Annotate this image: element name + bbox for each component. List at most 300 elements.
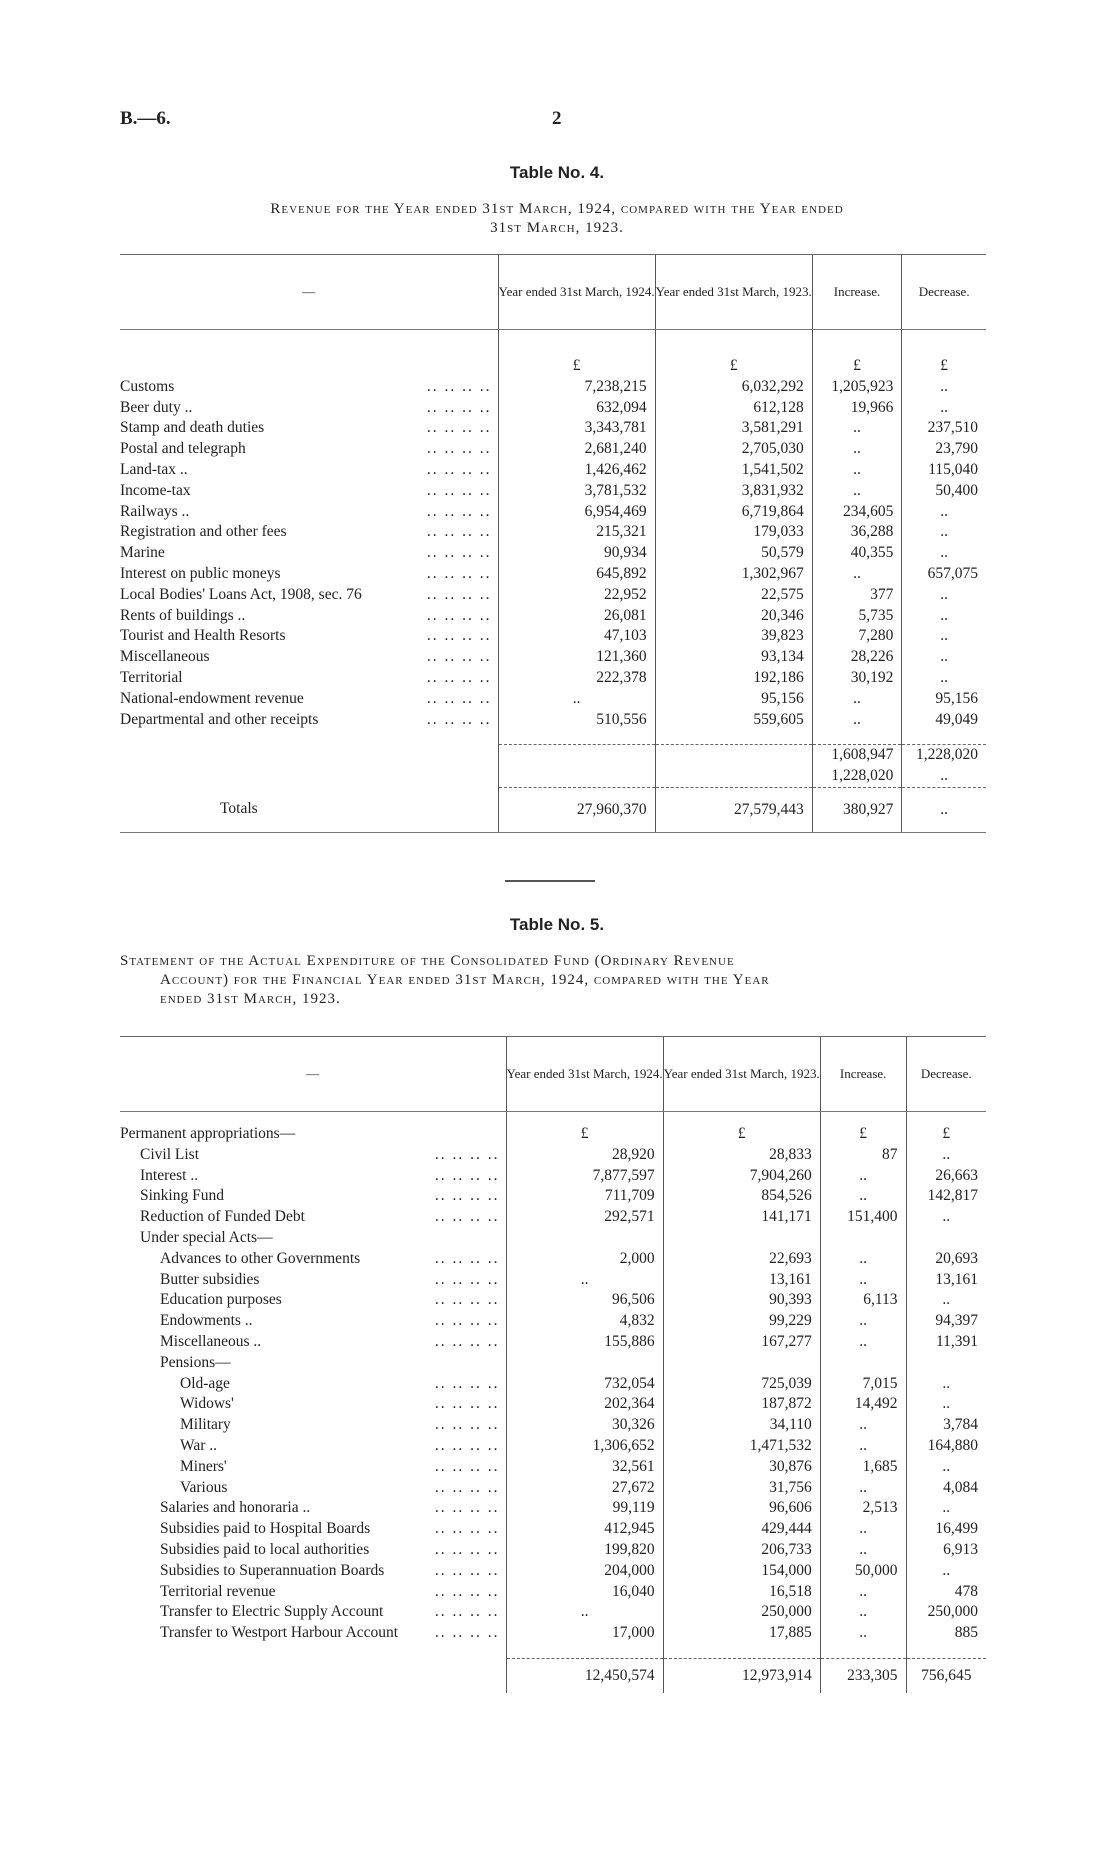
table-row (120, 1561, 986, 1582)
row-label-cell (120, 1249, 506, 1270)
spacer-cell (120, 1644, 506, 1659)
totals-row-cell: Totals (120, 787, 498, 832)
value-y1923: 206,733 (663, 1540, 820, 1561)
value-dec: 115,040 (902, 460, 986, 481)
value-y1923: 39,823 (655, 626, 812, 647)
row-label: Territorial (120, 668, 183, 686)
value-inc: 234,605 (812, 502, 902, 523)
value-dec: 657,075 (902, 564, 986, 585)
leader-dots: .. .. .. .. (434, 1520, 500, 1538)
leader-dots: .. .. .. .. (426, 481, 492, 499)
row-label-cell (120, 1228, 506, 1249)
subtotal-row-cell: 1,228,020 (812, 766, 902, 787)
value-y1924: 47,103 (498, 626, 655, 647)
value-inc: .. (820, 1582, 906, 1603)
row-label: Income-tax (120, 481, 191, 499)
spacer-cell (506, 1644, 663, 1659)
value-dec: 142,817 (906, 1186, 986, 1207)
table-row (120, 1394, 986, 1415)
value-y1923: 167,277 (663, 1332, 820, 1353)
leader-dots: .. .. .. .. (434, 1208, 500, 1226)
table-row (120, 502, 986, 523)
spacer-cell (498, 330, 655, 357)
row-label: Interest .. (140, 1166, 199, 1184)
totals-row-cell: 12,450,574 (506, 1658, 663, 1693)
value-y1924: 16,040 (506, 1582, 663, 1603)
table5-subtitle-line: Account) for the Financial Year ended 31st March, 1924, compared with the Year (160, 972, 770, 988)
value-inc: .. (820, 1602, 906, 1623)
value-y1924: 99,119 (506, 1498, 663, 1519)
value-dec: 250,000 (906, 1602, 986, 1623)
spacer-row (120, 730, 986, 745)
row-label-cell (120, 1540, 506, 1561)
table-row (120, 689, 986, 710)
row-label: Advances to other Governments (160, 1249, 361, 1267)
totals-row-cell: 380,927 (812, 787, 902, 832)
value-y1923: 34,110 (663, 1415, 820, 1436)
leader-dots: .. .. .. .. (434, 1145, 500, 1163)
spacer-cell (820, 1112, 906, 1125)
table-row (120, 1353, 986, 1374)
row-label-cell (120, 626, 498, 647)
leader-dots: .. .. .. .. (434, 1603, 500, 1621)
value-y1924: 121,360 (498, 647, 655, 668)
value-dec: 50,400 (902, 481, 986, 502)
currency-row (120, 356, 986, 377)
value-y1923 (663, 1228, 820, 1249)
value-inc: 36,288 (812, 522, 902, 543)
subtotal-row-cell (655, 745, 812, 766)
value-y1924: 155,886 (506, 1332, 663, 1353)
value-inc: .. (812, 481, 902, 502)
row-label-cell (120, 418, 498, 439)
value-y1923: 17,885 (663, 1623, 820, 1644)
value-dec: .. (902, 398, 986, 419)
table-row (120, 398, 986, 419)
value-inc: 377 (812, 585, 902, 606)
row-label-cell (120, 1498, 506, 1519)
spacer-cell (655, 730, 812, 745)
subtotal-row-cell (120, 766, 498, 787)
subtotal-row-cell (498, 766, 655, 787)
value-dec: .. (902, 585, 986, 606)
value-dec: .. (906, 1207, 986, 1228)
row-label-cell (120, 647, 498, 668)
value-y1924: .. (506, 1602, 663, 1623)
table-row (120, 522, 986, 543)
value-inc: .. (820, 1415, 906, 1436)
row-label-cell (120, 1478, 506, 1499)
totals-row-cell: 27,960,370 (498, 787, 655, 832)
value-dec: 11,391 (906, 1332, 986, 1353)
value-y1923: 854,526 (663, 1186, 820, 1207)
leader-dots: .. .. .. .. (434, 1395, 500, 1413)
spacer-cell (120, 1112, 506, 1125)
row-label-cell (120, 1332, 506, 1353)
value-dec: .. (902, 668, 986, 689)
value-y1923: 612,128 (655, 398, 812, 419)
table-row (120, 1436, 986, 1457)
value-y1924: 2,681,240 (498, 439, 655, 460)
value-dec: .. (906, 1394, 986, 1415)
leader-dots: .. .. .. .. (434, 1540, 500, 1558)
row-label: Endowments .. (160, 1312, 253, 1330)
leader-dots: .. .. .. .. (434, 1416, 500, 1434)
spacer-cell (902, 730, 986, 745)
value-dec: 95,156 (902, 689, 986, 710)
spacer-cell (120, 330, 498, 357)
table-row (120, 1207, 986, 1228)
table-row (120, 460, 986, 481)
spacer-cell (812, 330, 902, 357)
row-label: Postal and telegraph (120, 440, 246, 458)
value-inc: .. (820, 1519, 906, 1540)
table-row (120, 1478, 986, 1499)
totals-row-cell: 27,579,443 (655, 787, 812, 832)
row-label-cell (120, 1311, 506, 1332)
leader-dots: .. .. .. .. (426, 689, 492, 707)
value-y1923: 3,831,932 (655, 481, 812, 502)
row-label-cell (120, 1186, 506, 1207)
value-y1923: 179,033 (655, 522, 812, 543)
spacer-cell (498, 730, 655, 745)
value-y1924: 22,952 (498, 585, 655, 606)
row-label-cell (120, 689, 498, 710)
leader-dots: .. .. .. .. (426, 564, 492, 582)
column-header: Year ended 31st March, 1923. (655, 255, 812, 330)
row-label: Military (180, 1416, 231, 1434)
row-label-cell (120, 564, 498, 585)
column-header: — (120, 1037, 506, 1112)
value-dec: 6,913 (906, 1540, 986, 1561)
leader-dots: .. .. .. .. (426, 544, 492, 562)
value-y1924: 2,000 (506, 1249, 663, 1270)
spacer-cell (820, 1644, 906, 1659)
leader-dots: .. .. .. .. (426, 502, 492, 520)
value-dec: .. (902, 502, 986, 523)
column-header: — (120, 255, 498, 330)
value-y1924: 412,945 (506, 1519, 663, 1540)
row-label: Permanent appropriations— (120, 1125, 296, 1142)
value-y1923: 3,581,291 (655, 418, 812, 439)
value-dec (906, 1353, 986, 1374)
row-label-cell (120, 1166, 506, 1187)
value-dec: .. (906, 1374, 986, 1395)
totals-row-cell: 12,973,914 (663, 1658, 820, 1693)
value-inc: 19,966 (812, 398, 902, 419)
value-dec: 478 (906, 1582, 986, 1603)
row-label: Miscellaneous (120, 648, 210, 666)
value-y1923 (663, 1353, 820, 1374)
leader-dots: .. .. .. .. (434, 1436, 500, 1454)
value-y1923: 6,032,292 (655, 377, 812, 398)
subtotal-row-cell: 1,608,947 (812, 745, 902, 766)
row-label: Registration and other fees (120, 523, 287, 541)
value-inc: 151,400 (820, 1207, 906, 1228)
expenditure-table (120, 1036, 986, 1693)
table-row (120, 1166, 986, 1187)
value-inc: .. (812, 689, 902, 710)
subtotal-row (120, 766, 986, 787)
currency-symbol: £ (906, 1124, 986, 1145)
value-dec: 164,880 (906, 1436, 986, 1457)
value-dec: .. (906, 1457, 986, 1478)
table-row (120, 1186, 986, 1207)
spacer-cell (506, 1112, 663, 1125)
spacer-cell (812, 730, 902, 745)
row-label: Departmental and other receipts (120, 710, 319, 728)
row-label: Miners' (180, 1457, 227, 1475)
value-dec: .. (902, 377, 986, 398)
leader-dots: .. .. .. .. (434, 1624, 500, 1642)
table4-subtitle (0, 200, 1114, 238)
row-label-cell (120, 1415, 506, 1436)
value-y1923: 6,719,864 (655, 502, 812, 523)
table-row (120, 1332, 986, 1353)
table-row (120, 606, 986, 627)
leader-dots: .. .. .. .. (426, 668, 492, 686)
row-label: Reduction of Funded Debt (140, 1208, 305, 1226)
table-row (120, 377, 986, 398)
value-dec: .. (906, 1290, 986, 1311)
spacer-cell (906, 1644, 986, 1659)
table5-subtitle-line: Statement of the Actual Expenditure of the Consolidated Fund (Ordinary Revenue (120, 953, 735, 969)
value-inc: .. (820, 1478, 906, 1499)
row-label-cell (120, 1394, 506, 1415)
row-label: Transfer to Westport Harbour Account (160, 1624, 399, 1642)
value-y1924: 202,364 (506, 1394, 663, 1415)
leader-dots: .. .. .. .. (426, 523, 492, 541)
value-inc: 2,513 (820, 1498, 906, 1519)
value-inc: .. (820, 1623, 906, 1644)
section-divider (505, 880, 595, 882)
row-label-cell (120, 1561, 506, 1582)
column-header: Year ended 31st March, 1924. (498, 255, 655, 330)
value-y1924: 4,832 (506, 1311, 663, 1332)
value-dec (906, 1228, 986, 1249)
value-y1924: .. (498, 689, 655, 710)
leader-dots: .. .. .. .. (434, 1249, 500, 1267)
spacer-cell (663, 1644, 820, 1659)
value-dec: .. (902, 522, 986, 543)
row-label: Rents of buildings .. (120, 606, 246, 624)
row-label: Miscellaneous .. (160, 1332, 262, 1350)
value-inc: .. (812, 564, 902, 585)
value-inc: .. (812, 710, 902, 731)
row-label: Subsidies paid to local authorities (160, 1540, 370, 1558)
value-y1924: 96,506 (506, 1290, 663, 1311)
value-y1924: 222,378 (498, 668, 655, 689)
leader-dots: .. .. .. .. (434, 1166, 500, 1184)
value-dec: 3,784 (906, 1415, 986, 1436)
value-dec: .. (902, 543, 986, 564)
row-label-cell (120, 1290, 506, 1311)
value-inc: .. (812, 439, 902, 460)
value-dec: .. (902, 606, 986, 627)
value-y1923: 1,541,502 (655, 460, 812, 481)
value-inc: 1,205,923 (812, 377, 902, 398)
leader-dots: .. .. .. .. (434, 1561, 500, 1579)
table-row (120, 1311, 986, 1332)
row-label-cell (120, 1582, 506, 1603)
value-dec: .. (906, 1561, 986, 1582)
table-row (120, 439, 986, 460)
row-label: Customs (120, 377, 175, 395)
row-label-cell (120, 1270, 506, 1291)
row-label-cell (120, 377, 498, 398)
value-y1923: 725,039 (663, 1374, 820, 1395)
row-label-cell (120, 439, 498, 460)
value-inc: .. (820, 1436, 906, 1457)
row-label-cell (120, 481, 498, 502)
subtotal-row-cell (498, 745, 655, 766)
row-label: Land-tax .. (120, 460, 188, 478)
row-label-cell (120, 668, 498, 689)
value-y1924: 1,426,462 (498, 460, 655, 481)
value-y1923: 93,134 (655, 647, 812, 668)
totals-row-cell (120, 1658, 506, 1693)
totals-row (120, 787, 986, 832)
value-dec: .. (902, 647, 986, 668)
value-y1923: 16,518 (663, 1582, 820, 1603)
value-y1923: 559,605 (655, 710, 812, 731)
value-dec: .. (906, 1498, 986, 1519)
table4-title: Table No. 4. (509, 163, 605, 182)
row-label-cell (120, 460, 498, 481)
value-y1924: 732,054 (506, 1374, 663, 1395)
leader-dots: .. .. .. .. (434, 1270, 500, 1288)
subtotal-row (120, 745, 986, 766)
revenue-table (120, 254, 986, 833)
value-y1924: 215,321 (498, 522, 655, 543)
table-row (120, 1145, 986, 1166)
table5-subtitle (120, 952, 986, 1009)
value-y1924: 27,672 (506, 1478, 663, 1499)
value-y1923: 30,876 (663, 1457, 820, 1478)
row-label-cell (120, 1374, 506, 1395)
value-dec: 16,499 (906, 1519, 986, 1540)
document-reference: B.—6. (120, 108, 171, 129)
currency-symbol: £ (506, 1124, 663, 1145)
value-y1923: 31,756 (663, 1478, 820, 1499)
row-label: Widows' (180, 1395, 234, 1413)
currency-symbol: £ (902, 356, 986, 377)
value-inc: .. (820, 1186, 906, 1207)
table-row (120, 668, 986, 689)
header-row (120, 1037, 986, 1112)
value-inc: .. (820, 1249, 906, 1270)
value-y1923: 20,346 (655, 606, 812, 627)
page-number: 2 (552, 108, 562, 129)
value-y1924 (506, 1228, 663, 1249)
value-inc: 1,685 (820, 1457, 906, 1478)
value-y1923: 1,471,532 (663, 1436, 820, 1457)
table-row (120, 1540, 986, 1561)
row-label: Interest on public moneys (120, 564, 281, 582)
value-y1924: 3,343,781 (498, 418, 655, 439)
table-row (120, 626, 986, 647)
currency-symbol: £ (663, 1124, 820, 1145)
currency-row (120, 1124, 986, 1145)
value-y1924: 632,094 (498, 398, 655, 419)
row-label: Pensions— (160, 1353, 231, 1371)
value-y1923: 96,606 (663, 1498, 820, 1519)
value-y1923: 13,161 (663, 1270, 820, 1291)
leader-dots: .. .. .. .. (434, 1374, 500, 1392)
leader-dots: .. .. .. .. (426, 606, 492, 624)
table-row (120, 1498, 986, 1519)
value-inc: .. (812, 460, 902, 481)
row-label-cell (120, 710, 498, 731)
row-label-cell (120, 585, 498, 606)
row-label: Marine (120, 544, 165, 562)
value-inc: 7,280 (812, 626, 902, 647)
value-y1923: 192,186 (655, 668, 812, 689)
value-dec: 13,161 (906, 1270, 986, 1291)
value-y1924: 28,920 (506, 1145, 663, 1166)
leader-dots: .. .. .. .. (434, 1478, 500, 1496)
value-y1923: 22,693 (663, 1249, 820, 1270)
table4-subtitle-line: Revenue for the Year ended 31st March, 1924, compared with the Year ended (270, 201, 844, 217)
value-y1924: 7,877,597 (506, 1166, 663, 1187)
value-y1923: 429,444 (663, 1519, 820, 1540)
value-y1924: 204,000 (506, 1561, 663, 1582)
value-inc: .. (820, 1540, 906, 1561)
row-label-cell (120, 522, 498, 543)
leader-dots: .. .. .. .. (426, 398, 492, 416)
leader-dots: .. .. .. .. (434, 1291, 500, 1309)
currency-symbol: £ (655, 356, 812, 377)
value-inc: 6,113 (820, 1290, 906, 1311)
table4-subtitle-line: 31st March, 1923. (490, 220, 624, 236)
value-y1923: 2,705,030 (655, 439, 812, 460)
row-label-cell (120, 398, 498, 419)
column-header: Increase. (820, 1037, 906, 1112)
value-y1923: 1,302,967 (655, 564, 812, 585)
value-y1924: 90,934 (498, 543, 655, 564)
row-label: Railways .. (120, 502, 190, 520)
value-inc (820, 1353, 906, 1374)
row-label-cell (120, 502, 498, 523)
row-label: Territorial revenue (160, 1582, 276, 1600)
spacer-cell (655, 330, 812, 357)
value-inc: 7,015 (820, 1374, 906, 1395)
table5-title: Table No. 5. (509, 915, 605, 934)
value-y1924: .. (506, 1270, 663, 1291)
spacer-cell (906, 1112, 986, 1125)
leader-dots: .. .. .. .. (434, 1457, 500, 1475)
totals-row-cell: .. (902, 787, 986, 832)
row-label: Tourist and Health Resorts (120, 627, 286, 645)
column-header: Year ended 31st March, 1923. (663, 1037, 820, 1112)
value-inc: .. (812, 418, 902, 439)
leader-dots: .. .. .. .. (426, 710, 492, 728)
value-inc: .. (820, 1166, 906, 1187)
leader-dots: .. .. .. .. (426, 377, 492, 395)
value-y1924: 26,081 (498, 606, 655, 627)
table-row (120, 1290, 986, 1311)
value-dec: 237,510 (902, 418, 986, 439)
currency-symbol: £ (812, 356, 902, 377)
table-row (120, 1582, 986, 1603)
subtotal-row-cell (120, 745, 498, 766)
spacer-row (120, 1112, 986, 1125)
table-row (120, 1228, 986, 1249)
subtotal-row-cell: .. (902, 766, 986, 787)
row-label: Transfer to Electric Supply Account (160, 1603, 384, 1621)
value-y1924: 30,326 (506, 1415, 663, 1436)
spacer-cell (902, 330, 986, 357)
